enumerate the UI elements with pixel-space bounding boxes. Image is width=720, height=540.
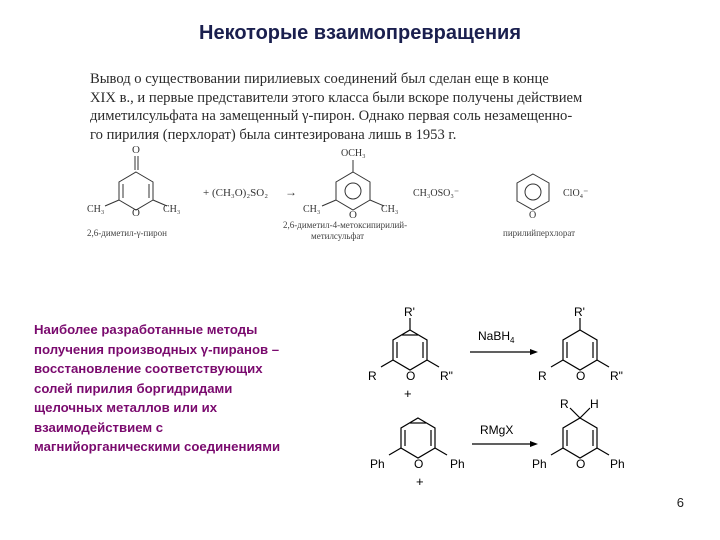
pyrone-methyl-left: CH₃ bbox=[87, 204, 105, 215]
r1-start-ring-o: O bbox=[406, 369, 416, 383]
pyrylium-synthesis-scheme bbox=[85, 140, 625, 245]
scan-line: XIX в., и первые представители этого класса были вскоре получены действием bbox=[90, 89, 583, 106]
scheme-arrow: → bbox=[285, 185, 297, 199]
salt-ring-o: O bbox=[349, 209, 357, 221]
r2-start-left: Ph bbox=[370, 457, 385, 471]
r2-arrowhead bbox=[530, 441, 538, 447]
caption-perchlorate: пирилийперхлорат bbox=[503, 228, 576, 238]
methods-line: получения производных γ-пиранов – bbox=[34, 341, 280, 357]
pyrylium-cation-2 bbox=[389, 418, 447, 458]
pyrylium-structure bbox=[517, 174, 549, 210]
slide-title: Некоторые взаимопревращения bbox=[199, 22, 521, 44]
r2-product-h: H bbox=[590, 397, 599, 411]
salt-anion: CH₃OSO₃⁻ bbox=[413, 188, 460, 199]
scan-line: диметилсульфата на замещенный γ-пирон. Однако первая соль незамещенно- bbox=[90, 108, 573, 124]
scanned-paragraph bbox=[90, 70, 620, 144]
methods-line: взаимодействием с bbox=[34, 419, 164, 435]
r2-product-r: R bbox=[560, 397, 569, 411]
r1-start-right: R" bbox=[440, 369, 453, 383]
perchlorate-anion: ClO₄⁻ bbox=[563, 188, 589, 199]
r1-start-charge: + bbox=[404, 386, 412, 401]
methods-line: Наиболее разработанные методы bbox=[34, 322, 258, 337]
caption-salt-line2: метилсульфат bbox=[311, 231, 365, 241]
page-number: 6 bbox=[676, 495, 684, 510]
scan-line: Вывод о существовании пирилиевых соединений был сделан еще в конце bbox=[90, 71, 549, 87]
scan-line: го пирилия (перхлорат) была синтезирована лишь в 1953 г. bbox=[90, 126, 457, 143]
r2-product-right: Ph bbox=[610, 457, 625, 471]
r2-start-right: Ph bbox=[450, 457, 465, 471]
reaction-scheme bbox=[360, 300, 660, 500]
pyrylium-cation-1 bbox=[381, 318, 439, 370]
r2-product-left: Ph bbox=[532, 457, 547, 471]
methoxy-group: OCH₃ bbox=[341, 148, 366, 159]
pyran-product-2 bbox=[551, 408, 609, 458]
methods-line: солей пирилия боргидридами bbox=[34, 380, 233, 396]
caption-salt-line1: 2,6-диметил-4-метоксипирилий- bbox=[283, 220, 408, 230]
methoxypyrylium-structure bbox=[322, 160, 384, 210]
pyrone-ring-o: O bbox=[132, 207, 140, 219]
r1-product-left: R bbox=[538, 369, 547, 383]
r2-reagent: RMgX bbox=[480, 423, 514, 437]
r2-product-ring-o: O bbox=[576, 457, 586, 471]
caption-pyrone: 2,6-диметил-γ-пирон bbox=[87, 228, 167, 238]
pyrone-structure bbox=[105, 156, 167, 210]
perchlorate-ring-o: O bbox=[529, 210, 537, 221]
r1-reagent: NaBH$_4$ bbox=[478, 329, 515, 345]
methods-line: восстановление соответствующих bbox=[34, 361, 263, 376]
methods-paragraph bbox=[34, 320, 344, 457]
pyrone-carbonyl-o: O bbox=[132, 144, 140, 156]
r1-arrowhead bbox=[530, 349, 538, 355]
r1-product-right: R" bbox=[610, 369, 623, 383]
pyrone-methyl-right: CH₃ bbox=[163, 204, 181, 215]
salt-methyl-left: CH₃ bbox=[303, 204, 321, 215]
r1-product-top: R' bbox=[574, 305, 585, 319]
methods-line: магнийорганическими соединениями bbox=[34, 439, 281, 454]
pyran-product-1 bbox=[551, 318, 609, 370]
r2-start-charge: + bbox=[416, 474, 424, 489]
methods-line: щелочных металлов или их bbox=[34, 400, 218, 415]
salt-methyl-right: CH₃ bbox=[381, 204, 399, 215]
r1-start-left: R bbox=[368, 369, 377, 383]
r2-start-ring-o: O bbox=[414, 457, 424, 471]
reagent-dimethylsulfate: + (CH₃O)₂SO₂ bbox=[203, 187, 269, 199]
r1-product-ring-o: O bbox=[576, 369, 586, 383]
r1-start-top: R' bbox=[404, 305, 415, 319]
